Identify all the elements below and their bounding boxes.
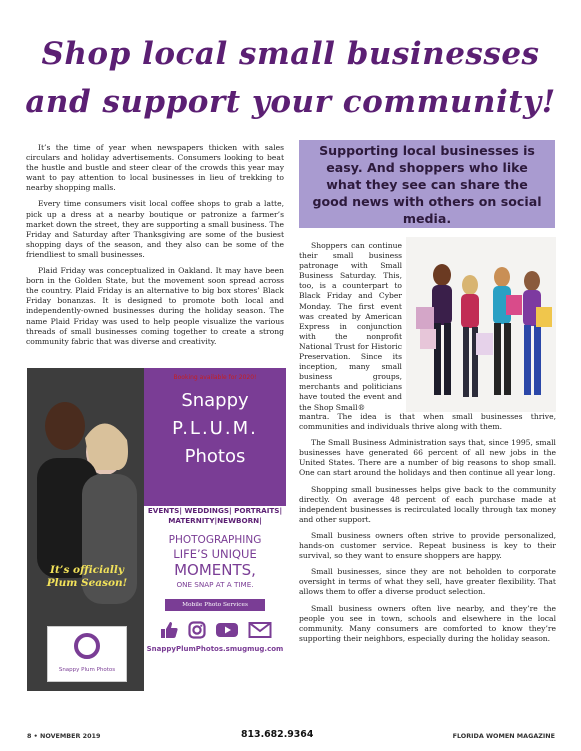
paragraph: Small business owners often live nearby, and they’re the people you see in town, schools and elsewhere in the local community. Many consumers are comforted to know they’re supporting their neighbors, especially during the holiday season. [299,603,556,643]
couple-photo [27,368,144,691]
paragraph: The Small Business Administration says that, since 1995, small businesses have generated 66 percent of all new jobs in the United States. There are a number of big reasons to shop small. One can start around the holidays and then continue all year long. [299,438,556,478]
mid-column [299,241,402,413]
shoppers-photo [406,237,556,412]
instagram-icon[interactable] [188,621,206,639]
footer-right: FLORIDA WOMEN MAGAZINE [452,732,555,740]
right-column [299,412,556,650]
thumbs-up-icon[interactable] [159,621,179,639]
paragraph: Small business owners often strive to provide personalized, hands-on customer service. Repeat business is key to their survival, so they want to ensure shoppers are happy. [299,530,556,561]
youtube-icon[interactable] [215,621,239,639]
paragraph: Shoppers can continue their small business patronage with Small Business Saturday. This, too, is a counterpart to Black Friday and Cyber Monday. The first event was created by American Express in conjunction with the nonprofit National Trust for Historic Preservation. Since its inception, many small business groups, merchants and politicians have touted the event and the Shop Small® [299,241,402,412]
photo-studio-ad [27,368,286,691]
paragraph: Plaid Friday was conceptualized in Oakland. It may have been born in the Golden State, but the movement soon spread across the country. Plaid Friday is an alternative to big box stores’ Black Friday bonanzas. It is designed to promote both local and independently-owned businesses during the holiday season. The name Plaid Friday was used to help people visualize the various threads of small businesses coming together to create a strong community fabric that was diverse and creativity. [26,266,284,346]
pullquote-box [299,140,555,228]
logo-text: Snappy Plum Photos [58,667,116,673]
headline-line-2: and support your community! [25,84,556,120]
plum-season-text: It’s officially Plum Season! [46,564,128,589]
mobile-services-badge: Mobile Photo Services [165,599,265,611]
mail-icon[interactable] [248,621,272,639]
footer-phone: 813.682.9364 [241,729,314,740]
ad-url[interactable]: SnappyPlumPhotos.smugmug.com [146,645,284,653]
camera-icon [74,633,100,659]
social-icons [144,621,286,639]
headline [0,30,581,126]
paragraph: Shopping small businesses helps give back to the community directly. On average 48 percent of each purchase made at independent businesses is recirculated locally through tax money and other support. [299,484,556,524]
paragraph: Every time consumers visit local coffee shops to grab a latte, pick up a dress at a nearby boutique or patronize a farmer’s market down the street, they are supporting a small business. The Friday and Saturday after Thanksgiving are some of the busiest shopping days of the season, and they also can be some of the friendliest to small businesses. [26,199,284,259]
headline-line-1: Shop local small businesses [41,36,540,72]
booking-text: Booking available for 2020! [173,374,257,381]
footer-left: 8 • NOVEMBER 2019 [27,732,101,740]
pullquote-text: Supporting local businesses is easy. And shoppers who like what they see can share the good news with others on social media. [312,142,542,226]
shoppers-illustration [406,237,556,412]
paragraph: mantra. The idea is that when small businesses thrive, communities and individuals thrive along with them. [299,412,556,432]
ad-info-panel [144,506,286,691]
brand-name: Snappy P.L.U.M. Photos [172,390,258,467]
studio-logo [47,626,127,682]
tagline: PHOTOGRAPHING LIFE’S UNIQUE MOMENTS, ONE SNAP AT A TIME. [168,534,262,589]
left-column [26,143,284,353]
services-text: EVENTS| WEDDINGS| PORTRAITS| MATERNITY|NEWBORN| [147,506,283,525]
paragraph: Small businesses, since they are not beholden to corporate oversight in terms of what they sell, have greater flexibility. That allows them to offer a diverse product selection. [299,567,556,597]
paragraph: It’s the time of year when newspapers thicken with sales circulars and holiday advertisements. Consumers looking to beat the hustle and bustle and steer clear of the crowds this year may want to pay attention to local businesses in lieu of trekking to nearby shopping malls. [26,143,284,193]
